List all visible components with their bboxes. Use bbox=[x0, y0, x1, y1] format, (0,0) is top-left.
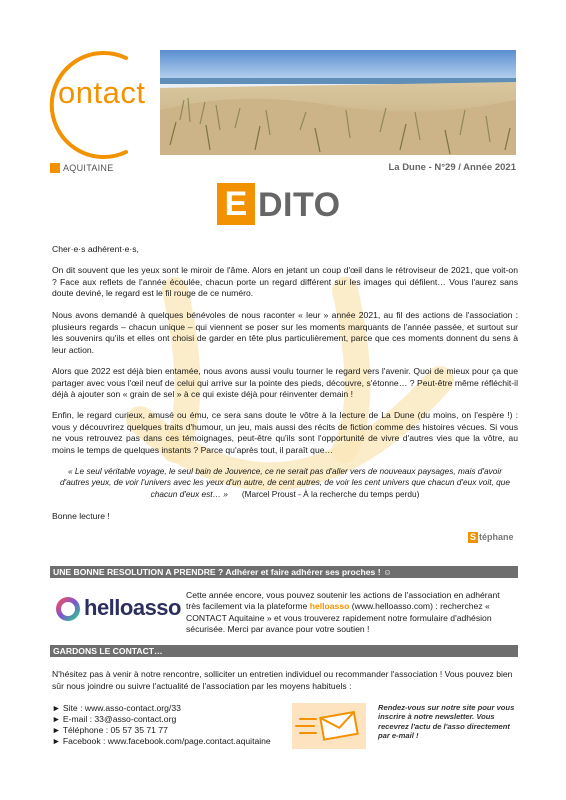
edito-title: DITO bbox=[258, 186, 341, 224]
edito-initial: E bbox=[224, 185, 248, 223]
edito-salutation: Cher·e·s adhérent·e·s, bbox=[52, 244, 139, 254]
newsletter-note: Rendez-vous sur notre site pour vous inscrire à notre newsletter. Vous recevrez l'actu de l'asso directement par e-mail ! bbox=[378, 703, 515, 741]
envelope-icon bbox=[292, 703, 366, 749]
contact-logo-word: ontact bbox=[58, 75, 146, 110]
edito-closing: Bonne lecture ! bbox=[52, 511, 110, 521]
contact-facebook-link[interactable]: ► Facebook : www.facebook.com/page.contact.aquitaine bbox=[52, 736, 271, 746]
helloasso-text-a: Cette année encore, vous pouvez soutenir les actions de l'association en adhérant très facilement via la plateforme bbox=[186, 590, 500, 612]
contact-site-link[interactable]: ► Site : www.asso-contact.org/33 bbox=[52, 703, 181, 713]
contact-heading: GARDONS LE CONTACT… bbox=[50, 645, 518, 657]
helloasso-link[interactable]: helloasso bbox=[309, 601, 350, 612]
contact-email-link[interactable]: ► E-mail : 33@asso-contact.org bbox=[52, 714, 177, 724]
edito-paragraph-2: Nous avons demandé à quelques bénévoles de nous raconter « leur » année 2021, au fil des actions de l'association : plusieurs regards – chacun unique – qui viennent se poser sur les moments marquants de l'année passée, et surtout sur les souvenirs qu'ils et elles ont choisi de garder en tête plus particulièrement, parce que ces moments donnent du sens à leur action. bbox=[52, 310, 518, 355]
contact-intro: N'hésitez pas à venir à notre rencontre, solliciter un entretien individuel ou recommander l'association ! Vous pouvez bien sûr nous joindre ou suivre l'actualité de l'association par les moyens habituels : bbox=[52, 669, 513, 691]
signature-initial: S bbox=[469, 532, 476, 542]
region-label: AQUITAINE bbox=[63, 163, 114, 173]
signature-name: téphane bbox=[479, 532, 514, 542]
issue-label: La Dune - N°29 / Année 2021 bbox=[388, 162, 516, 173]
edito-paragraph-1: On dit souvent que les yeux sont le miroir de l'âme. Alors en jetant un coup d'œil dans le rétroviseur de 2021, que voit-on ? Face aux reflets de l'année écoulée, chacun porte un regard différent sur les images qui défilent… Vous l'aurez sans doute deviné, le regard est le fil rouge de ce numéro. bbox=[52, 265, 518, 299]
edito-paragraph-4: Enfin, le regard curieux, amusé ou ému, ce sera sans doute le vôtre à la lecture de La Dune (du moins, on l'espère !) : vous y découvrirez quelques traits d'humour, un jeu, mais aussi des récits de fiction comme des histoires vécues. Si vous ne vous retrouvez pas dans ces témoignages, peut-être qu'ils sont l'opportunité de vivre d'autres vies que la vôtre, au moins le temps de quelques instants ? Parce qu'après tout, il paraît que… bbox=[52, 410, 518, 455]
quote-source: (Marcel Proust - À la recherche du temps perdu) bbox=[241, 488, 420, 499]
helloasso-logo-icon bbox=[55, 596, 81, 622]
quote-text: « Le seul véritable voyage, le seul bain de Jouvence, ce ne serait pas d'aller vers de nouveaux paysages, mais d'avoir d'autres yeux, de voir l'univers avec les yeux d'un autre, de cent autres, de voir les cent univers que chacun d'eux voit, que chacun d'eux est… » bbox=[60, 466, 511, 499]
resolution-heading: UNE BONNE RESOLUTION A PRENDRE ? Adhérer et faire adhérer ses proches ! ☺ bbox=[50, 566, 518, 578]
helloasso-text-b: (www.helloasso.com) : recherchez « CONTACT Aquitaine » et vous trouverez rapidement notre formulaire d'adhésion sécurisée. Merci par avance pour votre soutien ! bbox=[186, 601, 492, 634]
helloasso-paragraph bbox=[186, 590, 516, 635]
helloasso-logo-text: helloasso bbox=[84, 595, 181, 620]
proust-quote bbox=[60, 466, 510, 500]
contact-phone: ► Téléphone : 05 57 35 71 77 bbox=[52, 725, 168, 735]
edito-paragraph-3: Alors que 2022 est déjà bien entamée, nous avons aussi voulu tourner le regard vers l'avenir. Quoi de mieux pour ça que partager avec vous l'œil neuf de celui qui arrive sur la pointe des pieds, découvre, s'étonne… ? Peut-être même réfléchit-il déjà à ajouter son « grain de sel » à ce qui existe déjà pour réinventer demain ! bbox=[52, 366, 518, 400]
dune-photo-banner bbox=[160, 50, 516, 155]
region-square bbox=[50, 163, 60, 173]
